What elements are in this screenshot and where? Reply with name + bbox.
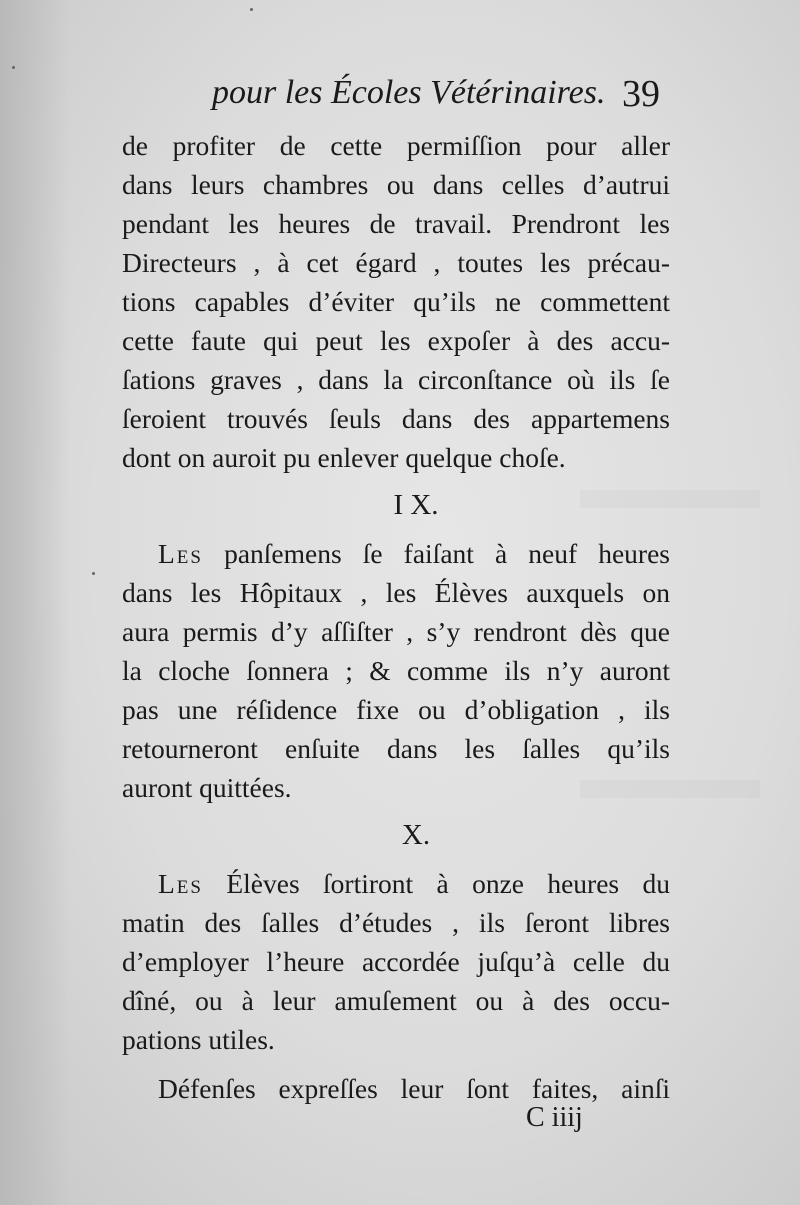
text-line [122,864,670,903]
text-line: de profiter de cette permiſſion pour aller [122,130,670,161]
lead-word: Les [158,538,203,569]
speck [250,8,253,11]
article-paragraph [122,534,670,807]
text-line: dans les Hôpitaux , les Élèves auxquels on [122,577,670,608]
lead-word: Les [158,868,203,899]
text-line: cette faute qui peut les expoſer à des accu- [122,325,670,356]
text-line: d’employer l’heure accordée juſqu’à celle du [122,946,670,977]
text-line: pendant les heures de travail. Prendront les [122,208,670,239]
page-number: 39 [622,73,660,115]
text-line: dîné, ou à leur amuſement ou à des occu- [122,985,670,1016]
text-line: ſeroient trouvés ſeuls dans des appartemens [122,403,670,434]
text-line: tions capables d’éviter qu’ils ne commettent [122,286,670,317]
speck [12,66,15,69]
article-paragraph [122,864,670,1108]
section-heading: I X. [393,489,439,521]
text-line: la cloche ſonnera ; & comme ils n’y auront [122,655,670,686]
body-text [122,126,670,1108]
speck [92,572,95,575]
text-line: pas une réſidence fixe ou d’obligation , ils [122,694,670,725]
running-head: pour les Écoles Vétérinaires. [212,74,606,111]
page-header [0,72,800,122]
text-line: Directeurs , à cet égard , toutes les précau- [122,247,670,278]
text-line: ſations graves , dans la circonſtance où ils ſe [122,364,670,395]
section-heading: X. [401,819,431,851]
text-line [122,534,670,573]
text-line: dont on auroit pu enlever quelque choſe. [122,442,566,473]
text-line: matin des ſalles d’études , ils ſeront libres [122,907,670,938]
paragraph-gap [122,1059,670,1069]
text-line: pations utiles. [122,1024,275,1055]
text-line: auront quittées. [122,772,292,803]
line-text: Élèves ſortiront à onze heures du [202,868,670,899]
text-line: retourneront enſuite dans les ſalles qu’ils [122,733,670,764]
gutter-shadow [0,0,70,1205]
paragraph-continuation [122,126,670,477]
text-line: Défenſes expreſſes leur ſont faites, ainſi [158,1073,670,1104]
text-line: aura permis d’y aſſiſter , s’y rendront dès que [122,616,670,647]
line-text: panſemens ſe faiſant à neuf heures [202,538,670,569]
text-line: dans leurs chambres ou dans celles d’autrui [122,169,670,200]
signature-mark: C iiij [526,1102,583,1133]
